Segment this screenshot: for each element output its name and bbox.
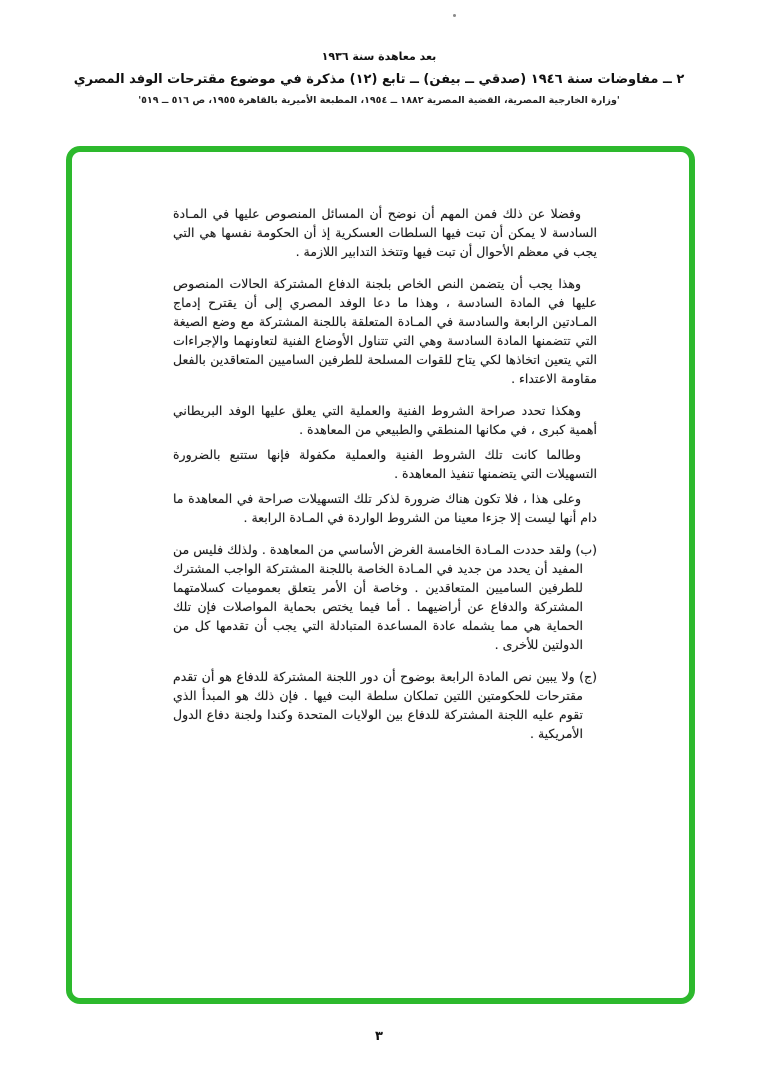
document-header — [0, 50, 758, 106]
paragraph-6-item-b: (ب) ولقد حددت المـادة الخامسة الغرض الأساسي من المعاهدة . ولذلك فليس من المفيد أن يحدد من جديد في المـادة الخاصة باللجنة المشتركة الواجب المشترك للطرفين الساميين المتعاقدين . وخاصة أن الأمر يتعلق بعموميات كسلامتهما المشتركة والدفاع عن أراضيهما . أما فيما يختص بحماية المواصلات فإن تلك الحماية هي مما يشمله عادة المساعدة المتبادلة التي يجب أن تقدمها كل من الدولتين للأخرى . — [173, 542, 597, 652]
paragraph-7-item-j: (ج) ولا يبين نص المادة الرابعة بوضوح أن دور اللجنة المشتركة للدفاع هو أن تقدم مقترحات للحكومتين اللتين تملكان سلطة البت فيها . فإن ذلك هو المبدأ الذي تقوم عليه اللجنة المشتركة للدفاع بين الولايات المتحدة وكندا ولجنة دفاع الدول الأمريكية . — [173, 669, 597, 741]
green-highlight-frame — [66, 146, 695, 1004]
paragraph-1: وفضلا عن ذلك فمن المهم أن نوضح أن المسائل المنصوص عليها في المـادة السادسة لا يمكن أن تبت فيها السلطات العسكرية إذ أن الحكومة نفسها هي التي يجب في معظم الأحوال أن تبت فيها وتتخذ التدابير اللازمة . — [173, 206, 597, 259]
paragraph-4: وطالما كانت تلك الشروط الفنية والعملية مكفولة فإنها ستتبع بالضرورة التسهيلات التي يتضمنها تنفيذ المعاهدة . — [173, 447, 597, 481]
header-subtitle: بعد معاهدة سنة ١٩٣٦ — [321, 50, 437, 63]
paragraph-3: وهكذا تحدد صراحة الشروط الفنية والعملية التي يعلق عليها الوفد البريطاني أهمية كبرى ، في مكانها المنطقي والطبيعي من المعاهدة . — [173, 403, 597, 437]
header-title: ٢ ــ مفاوضات سنة ١٩٤٦ (صدقي ــ بيفن) ــ تابع (١٢) مذكرة في موضوع مقترحات الوفد المصري — [73, 72, 685, 87]
paragraph-5: وعلى هذا ، فلا تكون هناك ضرورة لذكر تلك التسهيلات صراحة في المعاهدة ما دام أنها ليست إلا جزءا معينا من الشروط الواردة في المـادة الرابعة . — [173, 491, 597, 525]
header-source-citation: 'وزارة الخارجية المصرية، القضية المصرية ١٨٨٢ ــ ١٩٥٤، المطبعة الأميرية بالقاهرة ١٩٥٥، ص ٥١٦ ــ ٥١٩' — [138, 95, 620, 106]
scanned-text-block — [173, 204, 597, 756]
paragraph-2: وهذا يجب أن يتضمن النص الخاص بلجنة الدفاع المشتركة الحالات المنصوص عليها في المادة السادسة ، وهذا ما دعا الوفد المصري إلى أن يقترح إدماج المـادتين الرابعة والسادسة في المـادة المتعلقة باللجنة المشتركة مع وضع الصيغة التي تتضمنها المادة السادسة وهي التي تتناول الأوضاع الفنية لتعاونهما والإجراءات التي يتعين اتخاذها لكي يتاح للقوات المسلحة للطرفين الساميين المتعاقدين بالفعل مقاومة الاعتداء . — [173, 276, 597, 386]
page-number: ٣ — [375, 1029, 383, 1044]
scan-artifact-dot — [453, 14, 456, 17]
